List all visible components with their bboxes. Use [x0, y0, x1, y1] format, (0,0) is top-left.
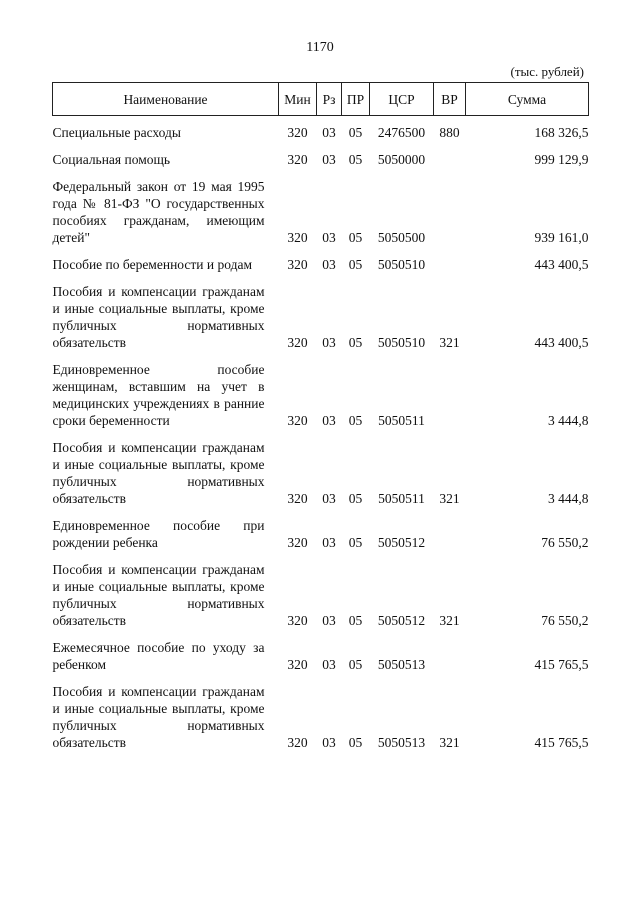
row-csr: 2476500	[377, 125, 426, 140]
row-vr: 321	[439, 613, 460, 628]
row-vr	[434, 256, 466, 273]
table-row	[53, 439, 589, 507]
row-name: Пособия и компенсации гражданам и иные социальные выплаты, кроме публичных нормативных обязательств	[52, 440, 265, 506]
table-row	[53, 561, 589, 629]
row-min: 320	[287, 657, 308, 672]
row-vr	[434, 151, 466, 168]
row-csr: 5050513	[377, 657, 426, 672]
row-vr: 321	[439, 335, 460, 350]
table-row	[53, 151, 589, 168]
table-row	[53, 283, 589, 351]
row-name: Пособия и компенсации гражданам и иные социальные выплаты, кроме публичных нормативных обязательств	[52, 562, 265, 628]
row-sum: 999 129,9	[534, 152, 589, 167]
row-name: Единовременное пособие при рождении ребенка	[52, 518, 265, 550]
row-sum: 443 400,5	[534, 335, 589, 350]
row-csr: 5050000	[377, 152, 426, 167]
row-sum: 3 444,8	[548, 413, 589, 428]
row-name: Пособия и компенсации гражданам и иные социальные выплаты, кроме публичных нормативных обязательств	[52, 684, 265, 750]
row-name: Пособия и компенсации гражданам и иные социальные выплаты, кроме публичных нормативных обязательств	[52, 284, 265, 350]
row-csr: 5050512	[377, 613, 426, 628]
row-csr: 5050512	[377, 535, 426, 550]
table-row	[53, 639, 589, 673]
row-rz: 03	[322, 535, 336, 550]
column-header-name: Наименование	[53, 83, 279, 116]
row-sum: 443 400,5	[534, 257, 589, 272]
row-name: Специальные расходы	[52, 125, 181, 140]
column-header-pr: ПР	[342, 83, 370, 116]
row-vr	[434, 178, 466, 246]
row-min: 320	[287, 230, 308, 245]
row-min: 320	[287, 613, 308, 628]
row-rz: 03	[322, 230, 336, 245]
table-row	[53, 178, 589, 246]
table-row	[53, 116, 589, 142]
row-csr: 5050510	[377, 257, 426, 272]
row-vr: 880	[439, 125, 460, 140]
row-pr: 05	[348, 657, 363, 672]
table-row	[53, 256, 589, 273]
row-rz: 03	[322, 613, 336, 628]
row-sum: 415 765,5	[534, 657, 589, 672]
row-pr: 05	[348, 735, 363, 750]
row-min: 320	[287, 735, 308, 750]
row-name: Ежемесячное пособие по уходу за ребенком	[52, 640, 265, 672]
row-pr: 05	[348, 491, 363, 506]
row-pr: 05	[348, 230, 363, 245]
row-rz: 03	[322, 257, 336, 272]
row-rz: 03	[322, 125, 336, 140]
row-vr	[434, 361, 466, 429]
row-min: 320	[287, 335, 308, 350]
row-pr: 05	[348, 613, 363, 628]
row-pr: 05	[348, 335, 363, 350]
table-row	[53, 683, 589, 751]
row-vr	[434, 517, 466, 551]
column-header-min: Мин	[279, 83, 317, 116]
row-vr	[434, 639, 466, 673]
column-header-vr: ВР	[434, 83, 466, 116]
row-rz: 03	[322, 735, 336, 750]
row-sum: 415 765,5	[534, 735, 589, 750]
row-csr: 5050510	[377, 335, 426, 350]
row-name: Федеральный закон от 19 мая 1995 года № 81-ФЗ "О государственных пособиях гражданам, имеющим детей"	[52, 179, 265, 245]
row-rz: 03	[322, 152, 336, 167]
row-name: Социальная помощь	[52, 152, 171, 167]
row-csr: 5050511	[378, 413, 425, 428]
row-csr: 5050500	[377, 230, 426, 245]
row-min: 320	[287, 535, 308, 550]
row-rz: 03	[322, 413, 336, 428]
column-header-sum: Сумма	[466, 83, 589, 116]
page-number: 1170	[306, 40, 334, 55]
row-csr: 5050511	[378, 491, 425, 506]
units-label: (тыс. рублей)	[510, 64, 584, 79]
row-sum: 939 161,0	[534, 230, 589, 245]
row-sum: 76 550,2	[541, 613, 589, 628]
row-name: Единовременное пособие женщинам, вставшим на учет в медицинских учреждениях в ранние сроки беременности	[52, 362, 265, 428]
row-pr: 05	[348, 535, 363, 550]
row-vr: 321	[439, 735, 460, 750]
row-pr: 05	[348, 152, 363, 167]
table-body	[53, 116, 589, 752]
row-min: 320	[287, 413, 308, 428]
row-rz: 03	[322, 491, 336, 506]
row-name: Пособие по беременности и родам	[52, 257, 252, 272]
budget-table	[52, 82, 589, 751]
column-header-csr: ЦСР	[370, 83, 434, 116]
column-header-rz: Рз	[317, 83, 342, 116]
row-rz: 03	[322, 335, 336, 350]
row-pr: 05	[348, 125, 363, 140]
row-sum: 168 326,5	[534, 125, 589, 140]
table-header-row	[53, 83, 589, 116]
row-vr: 321	[439, 491, 460, 506]
row-sum: 3 444,8	[548, 491, 589, 506]
row-min: 320	[287, 152, 308, 167]
table-row	[53, 361, 589, 429]
table-row	[53, 517, 589, 551]
row-min: 320	[287, 125, 308, 140]
row-sum: 76 550,2	[541, 535, 589, 550]
row-min: 320	[287, 491, 308, 506]
row-pr: 05	[348, 257, 363, 272]
row-rz: 03	[322, 657, 336, 672]
row-min: 320	[287, 257, 308, 272]
row-pr: 05	[348, 413, 363, 428]
row-csr: 5050513	[377, 735, 426, 750]
